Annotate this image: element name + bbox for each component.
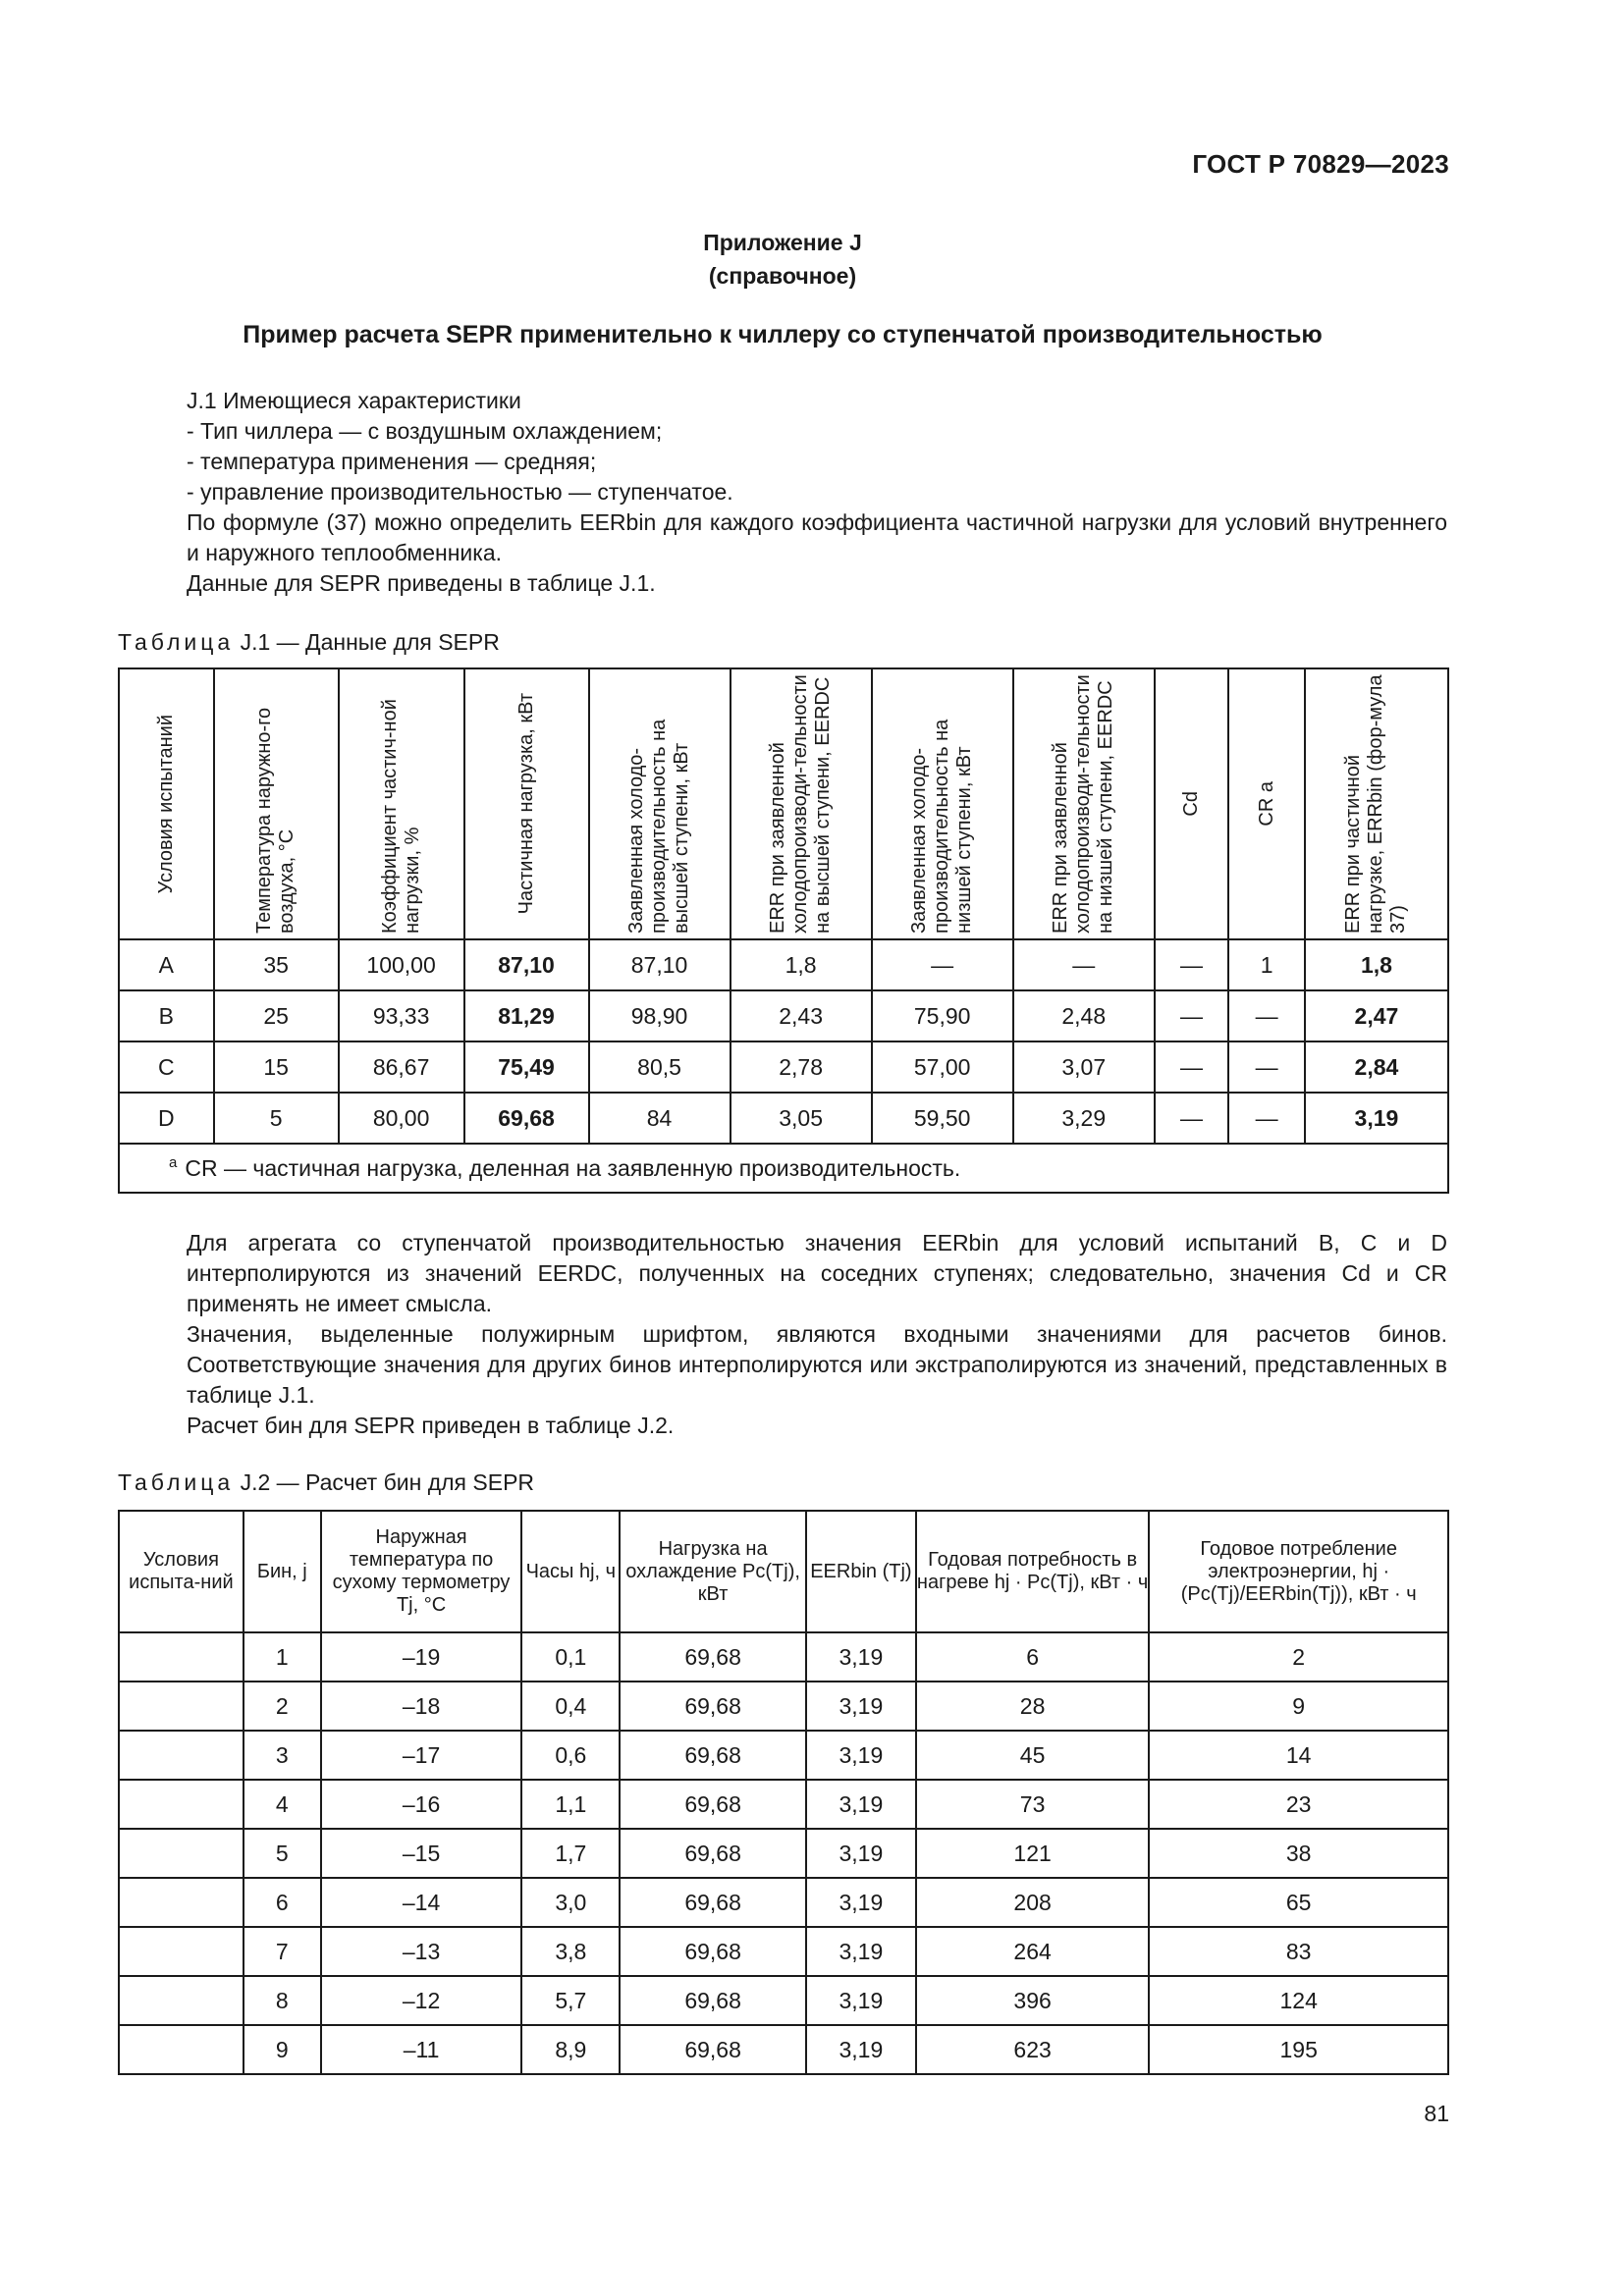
column-header-label: Условия испытаний — [154, 714, 177, 894]
section-heading: J.1 Имеющиеся характеристики — [187, 388, 521, 413]
table-cell: 6 — [916, 1632, 1150, 1682]
table-row — [119, 1682, 1448, 1731]
column-header: Наружная температура по сухому термометру Tj, °С — [321, 1511, 522, 1632]
list-item: - Тип чиллера — с воздушным охлаждением; — [187, 418, 663, 444]
column-header — [1228, 668, 1305, 939]
table-cell: 0,4 — [521, 1682, 620, 1731]
table-cell: 69,68 — [620, 1829, 806, 1878]
table-cell: –18 — [321, 1682, 522, 1731]
table-cell: 83 — [1149, 1927, 1448, 1976]
table-cell: 121 — [916, 1829, 1150, 1878]
column-header: Бин, j — [244, 1511, 321, 1632]
table-cell: –15 — [321, 1829, 522, 1878]
table-cell: — — [1155, 1041, 1229, 1093]
footnote-text: CR — частичная нагрузка, деленная на заявленную производительность. — [185, 1155, 961, 1181]
table-cell: 3,19 — [806, 2025, 916, 2074]
table-cell: 623 — [916, 2025, 1150, 2074]
table-cell: — — [1155, 990, 1229, 1041]
table-cell: 73 — [916, 1780, 1150, 1829]
table-row — [119, 1731, 1448, 1780]
appendix-type: (справочное) — [708, 263, 857, 289]
table-cell: 0,1 — [521, 1632, 620, 1682]
table-cell — [119, 1829, 244, 1878]
table-cell: 69,68 — [620, 2025, 806, 2074]
table-cell: — — [1228, 990, 1305, 1041]
table-cell: 3 — [244, 1731, 321, 1780]
table-cell: 3,19 — [806, 1780, 916, 1829]
table-cell: 3,19 — [806, 1927, 916, 1976]
table-header-row — [119, 1511, 1448, 1632]
table-cell: 3,19 — [806, 1829, 916, 1878]
table-cell: 81,29 — [464, 990, 589, 1041]
table-cell: 264 — [916, 1927, 1150, 1976]
table-cell: 69,68 — [620, 1682, 806, 1731]
column-header-label: ERR при заявленной холодопроизводи-тельности на низшей ступени, EERDC — [1050, 674, 1117, 934]
table-cell: B — [119, 990, 214, 1041]
caption-label: Таблица — [118, 629, 235, 655]
table-cell: A — [119, 939, 214, 990]
table-cell: 15 — [214, 1041, 339, 1093]
table-cell — [119, 1976, 244, 2025]
table-cell: 23 — [1149, 1780, 1448, 1829]
table-cell — [119, 1632, 244, 1682]
table-cell: 208 — [916, 1878, 1150, 1927]
main-title: Пример расчета SEPR применительно к чиллеру со ступенчатой производительностью — [243, 321, 1323, 348]
table-row — [119, 1829, 1448, 1878]
table-cell: 93,33 — [339, 990, 464, 1041]
column-header — [1155, 668, 1229, 939]
paragraph: Для агрегата со ступенчатой производительностью значения EERbin для условий испытаний B, C и D интерполируются из значений EERDC, полученных на соседних ступенях; следовательно, значения Cd и CR применять не имеет смысла. — [187, 1230, 1447, 1316]
table-row — [119, 1878, 1448, 1927]
table-cell — [119, 1780, 244, 1829]
table-cell: 3,05 — [731, 1093, 872, 1144]
caption-text: J.2 — Расчет бин для SEPR — [240, 1469, 535, 1495]
table-header-row — [119, 668, 1448, 939]
column-header-label: Коэффициент частич-ной нагрузки, % — [378, 699, 423, 934]
table-cell: 69,68 — [620, 1780, 806, 1829]
paragraph: Данные для SEPR приведены в таблице J.1. — [187, 570, 656, 596]
table-cell: 2 — [244, 1682, 321, 1731]
column-header — [872, 668, 1013, 939]
table-cell — [119, 1682, 244, 1731]
list-item: - температура применения — средняя; — [187, 449, 597, 474]
column-header-label: Заявленная холодо-производительность на низшей ступени, кВт — [908, 719, 976, 934]
table-cell: 80,00 — [339, 1093, 464, 1144]
table-cell: 75,90 — [872, 990, 1013, 1041]
page-number: 81 — [1424, 2101, 1449, 2126]
column-header-label: Температура наружно-го воздуха, °С — [253, 707, 298, 934]
column-header — [214, 668, 339, 939]
table-cell: 35 — [214, 939, 339, 990]
table-cell: 84 — [589, 1093, 731, 1144]
table-cell: 98,90 — [589, 990, 731, 1041]
table-cell: — — [1013, 939, 1155, 990]
column-header — [464, 668, 589, 939]
table-cell: 69,68 — [620, 1976, 806, 2025]
table-cell: 3,19 — [806, 1731, 916, 1780]
table-cell: — — [1155, 1093, 1229, 1144]
table-cell: 25 — [214, 990, 339, 1041]
table-cell: 3,07 — [1013, 1041, 1155, 1093]
section-j1 — [118, 386, 1447, 599]
column-header — [1013, 668, 1155, 939]
column-header: Часы hj, ч — [521, 1511, 620, 1632]
table-cell: C — [119, 1041, 214, 1093]
column-header: EERbin (Tj) — [806, 1511, 916, 1632]
column-header: Годовое потребление электроэнергии, hj · (Pc(Tj)/EERbin(Tj)), кВт · ч — [1149, 1511, 1448, 1632]
table-cell: 100,00 — [339, 939, 464, 990]
table-cell: 3,29 — [1013, 1093, 1155, 1144]
table-row — [119, 2025, 1448, 2074]
table-cell: 1,1 — [521, 1780, 620, 1829]
table-cell — [119, 1878, 244, 1927]
table-cell: 2,47 — [1305, 990, 1448, 1041]
paragraph: Расчет бин для SEPR приведен в таблице J.2. — [187, 1413, 675, 1438]
column-header-label: Cd — [1180, 791, 1203, 817]
table-row — [119, 1976, 1448, 2025]
table-row — [119, 1780, 1448, 1829]
standard-number: ГОСТ Р 70829—2023 — [1192, 149, 1449, 179]
table-row — [119, 939, 1448, 990]
table-cell: 2,78 — [731, 1041, 872, 1093]
table-cell: — — [872, 939, 1013, 990]
table-cell: 124 — [1149, 1976, 1448, 2025]
table-cell: 1,8 — [731, 939, 872, 990]
table-row — [119, 1041, 1448, 1093]
table-cell: 3,19 — [806, 1976, 916, 2025]
column-header-label: ERR при заявленной холодопроизводи-тельности на высшей ступени, EERDC — [767, 674, 835, 934]
table-cell: 45 — [916, 1731, 1150, 1780]
column-header — [731, 668, 872, 939]
table-cell: 3,19 — [1305, 1093, 1448, 1144]
table-j2 — [118, 1510, 1449, 2075]
caption-text: J.1 — Данные для SEPR — [240, 629, 500, 655]
caption-label: Таблица — [118, 1469, 235, 1495]
table1-caption — [118, 629, 500, 656]
table-cell: 5 — [214, 1093, 339, 1144]
table-cell: 87,10 — [464, 939, 589, 990]
table-cell: 2,43 — [731, 990, 872, 1041]
table2-caption — [118, 1469, 534, 1496]
table-cell — [119, 1731, 244, 1780]
table-cell: 396 — [916, 1976, 1150, 2025]
table-cell: 86,67 — [339, 1041, 464, 1093]
table-cell: 1,8 — [1305, 939, 1448, 990]
table-cell: 3,19 — [806, 1878, 916, 1927]
table-row — [119, 1632, 1448, 1682]
table-cell: 80,5 — [589, 1041, 731, 1093]
paragraph: Значения, выделенные полужирным шрифтом, являются входными значениями для расчетов бинов. Соответствующие значения для других бинов интерполируются или экстраполируются из значений, представленных в таблице J.1. — [187, 1321, 1447, 1408]
column-header — [119, 668, 214, 939]
table-cell: –16 — [321, 1780, 522, 1829]
table-body — [119, 939, 1448, 1193]
table-cell: 3,8 — [521, 1927, 620, 1976]
table-cell: –12 — [321, 1976, 522, 2025]
table-cell — [119, 2025, 244, 2074]
table-cell: 8 — [244, 1976, 321, 2025]
table-cell: — — [1155, 939, 1229, 990]
table-cell: 4 — [244, 1780, 321, 1829]
table-cell: 65 — [1149, 1878, 1448, 1927]
column-header: Условия испыта-ний — [119, 1511, 244, 1632]
table-j1 — [118, 667, 1449, 1194]
table-cell: 1,7 — [521, 1829, 620, 1878]
table-cell: 69,68 — [620, 1927, 806, 1976]
table-cell: 2,48 — [1013, 990, 1155, 1041]
table-cell: –19 — [321, 1632, 522, 1682]
table-cell: 38 — [1149, 1829, 1448, 1878]
paragraph: По формуле (37) можно определить EERbin для каждого коэффициента частичной нагрузки для условий внутреннего и наружного теплообменника. — [187, 509, 1447, 565]
table-footnote — [119, 1144, 1448, 1193]
table-cell: 9 — [1149, 1682, 1448, 1731]
body-text — [118, 1228, 1447, 1441]
appendix-title: Приложение J — [703, 230, 862, 255]
table-row — [119, 990, 1448, 1041]
table-cell: 69,68 — [620, 1878, 806, 1927]
table-note-row — [119, 1144, 1448, 1193]
table-cell: –14 — [321, 1878, 522, 1927]
table-cell: 6 — [244, 1878, 321, 1927]
column-header — [589, 668, 731, 939]
column-header: Годовая потребность в нагреве hj · Pc(Tj), кВт · ч — [916, 1511, 1150, 1632]
table-cell: 1 — [1228, 939, 1305, 990]
table-cell: 57,00 — [872, 1041, 1013, 1093]
table-cell: 59,50 — [872, 1093, 1013, 1144]
table-cell: 195 — [1149, 2025, 1448, 2074]
column-header — [1305, 668, 1448, 939]
table-cell: 3,19 — [806, 1632, 916, 1682]
table-cell: — — [1228, 1093, 1305, 1144]
table-cell: 0,6 — [521, 1731, 620, 1780]
table-cell: 9 — [244, 2025, 321, 2074]
table-cell: 3,0 — [521, 1878, 620, 1927]
table-row — [119, 1927, 1448, 1976]
table-cell: — — [1228, 1041, 1305, 1093]
table-cell: –13 — [321, 1927, 522, 1976]
column-header-label: Частичная нагрузка, кВт — [514, 693, 537, 915]
footnote-mark: a — [169, 1154, 178, 1171]
table-cell: 69,68 — [464, 1093, 589, 1144]
table-cell: –11 — [321, 2025, 522, 2074]
table-cell: D — [119, 1093, 214, 1144]
list-item: - управление производительностью — ступенчатое. — [187, 479, 733, 505]
column-header — [339, 668, 464, 939]
table-cell: 8,9 — [521, 2025, 620, 2074]
table-body — [119, 1632, 1448, 2074]
table-cell: 28 — [916, 1682, 1150, 1731]
appendix-heading — [118, 226, 1447, 293]
table-cell: 5 — [244, 1829, 321, 1878]
table-cell — [119, 1927, 244, 1976]
table-cell: 1 — [244, 1632, 321, 1682]
table-cell: 69,68 — [620, 1632, 806, 1682]
column-header-label: Заявленная холодо-производительность на высшей ступени, кВт — [625, 719, 693, 934]
table-cell: 75,49 — [464, 1041, 589, 1093]
column-header-label: ERR при частичной нагрузке, ERRbin (фор-мула 37) — [1342, 674, 1410, 934]
table-cell: 69,68 — [620, 1731, 806, 1780]
table-cell: 2 — [1149, 1632, 1448, 1682]
table-cell: 87,10 — [589, 939, 731, 990]
table-cell: 14 — [1149, 1731, 1448, 1780]
table-cell: 7 — [244, 1927, 321, 1976]
table-row — [119, 1093, 1448, 1144]
table-cell: –17 — [321, 1731, 522, 1780]
table-cell: 2,84 — [1305, 1041, 1448, 1093]
column-header-label: CR a — [1255, 781, 1277, 827]
table-cell: 3,19 — [806, 1682, 916, 1731]
table-cell: 5,7 — [521, 1976, 620, 2025]
column-header: Нагрузка на охлаждение Pc(Tj), кВт — [620, 1511, 806, 1632]
